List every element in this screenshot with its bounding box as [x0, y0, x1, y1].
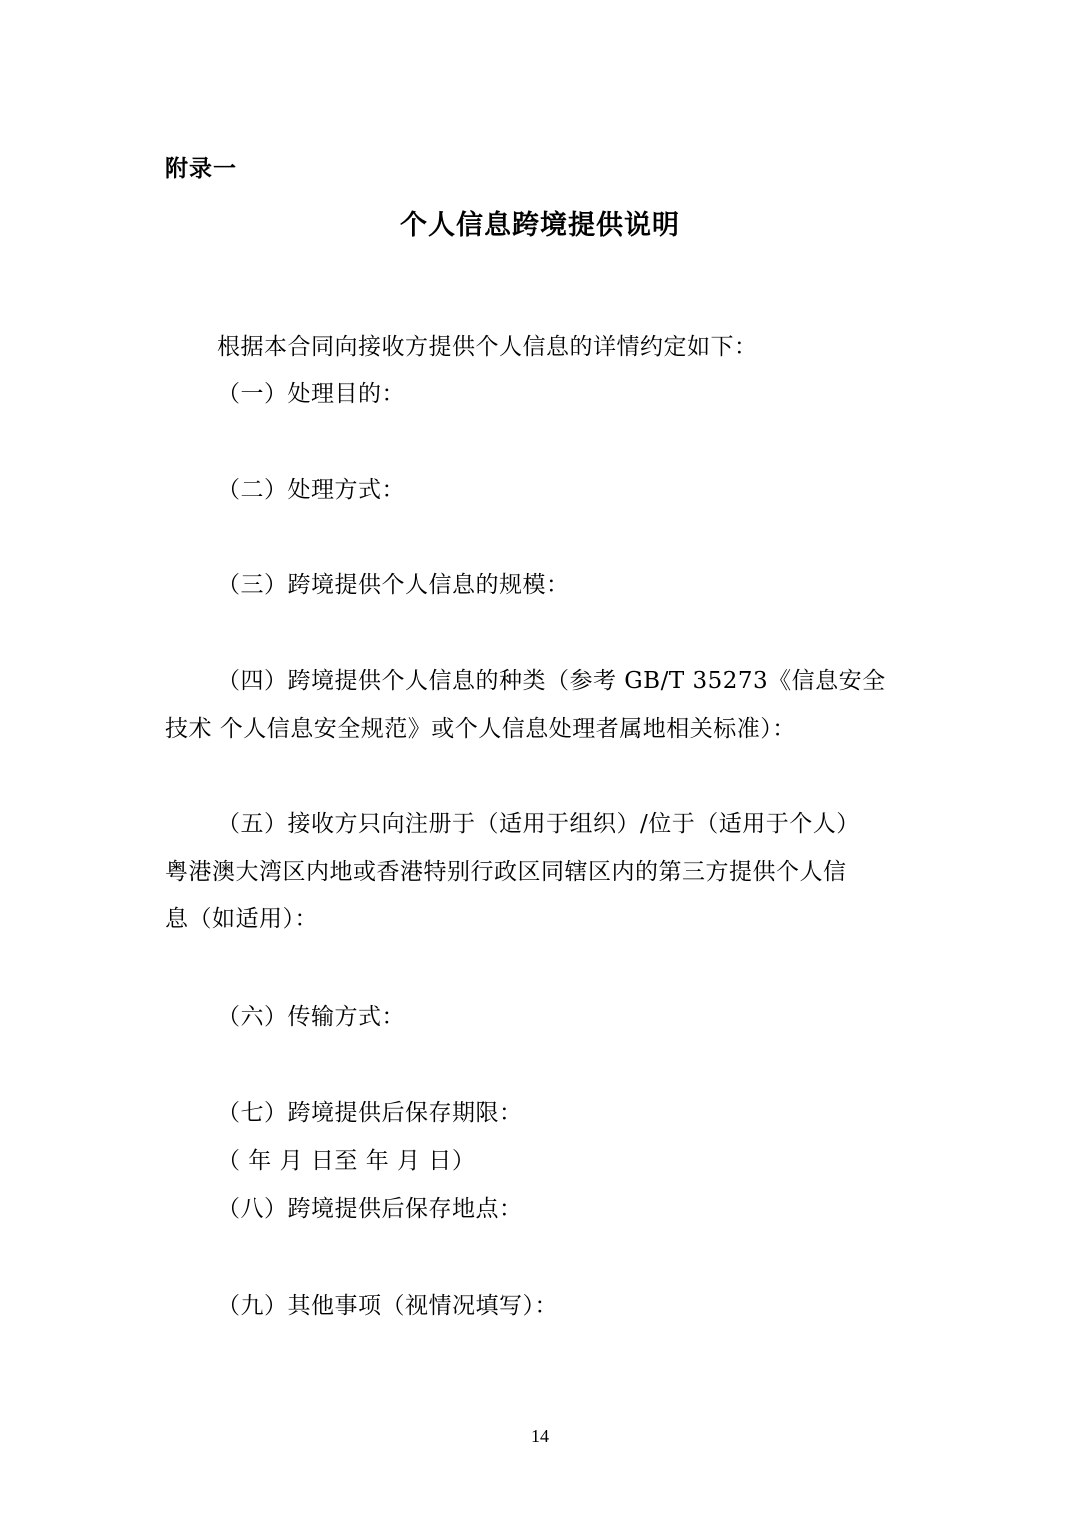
item-processing-method: （二）处理方式：	[217, 477, 405, 503]
item-retention-period: （七）跨境提供后保存期限：	[217, 1100, 523, 1126]
item-info-types-line1: （四）跨境提供个人信息的种类（参考 GB/T 35273《信息安全	[217, 668, 886, 694]
document-title: 个人信息跨境提供说明	[400, 210, 680, 241]
item-transfer-scale: （三）跨境提供个人信息的规模：	[217, 572, 570, 598]
page-number: 14	[531, 1426, 549, 1446]
item-processing-purpose: （一）处理目的：	[217, 381, 405, 407]
item-retention-date-range: （ 年 月 日至 年 月 日）	[217, 1148, 476, 1174]
item-third-party-line3: 息（如适用）：	[165, 906, 318, 932]
item-third-party-line2: 粤港澳大湾区内地或香港特别行政区同辖区内的第三方提供个人信	[165, 859, 847, 885]
item-third-party-line1: （五）接收方只向注册于（适用于组织）/位于（适用于个人）	[217, 811, 860, 837]
intro-paragraph: 根据本合同向接收方提供个人信息的详情约定如下：	[217, 334, 758, 360]
item-info-types-line2: 技术 个人信息安全规范》或个人信息处理者属地相关标准）：	[165, 716, 796, 742]
item-storage-location: （八）跨境提供后保存地点：	[217, 1196, 523, 1222]
item-transfer-method: （六）传输方式：	[217, 1004, 405, 1030]
appendix-label: 附录一	[165, 156, 237, 182]
item-other-matters: （九）其他事项（视情况填写）：	[217, 1293, 558, 1319]
